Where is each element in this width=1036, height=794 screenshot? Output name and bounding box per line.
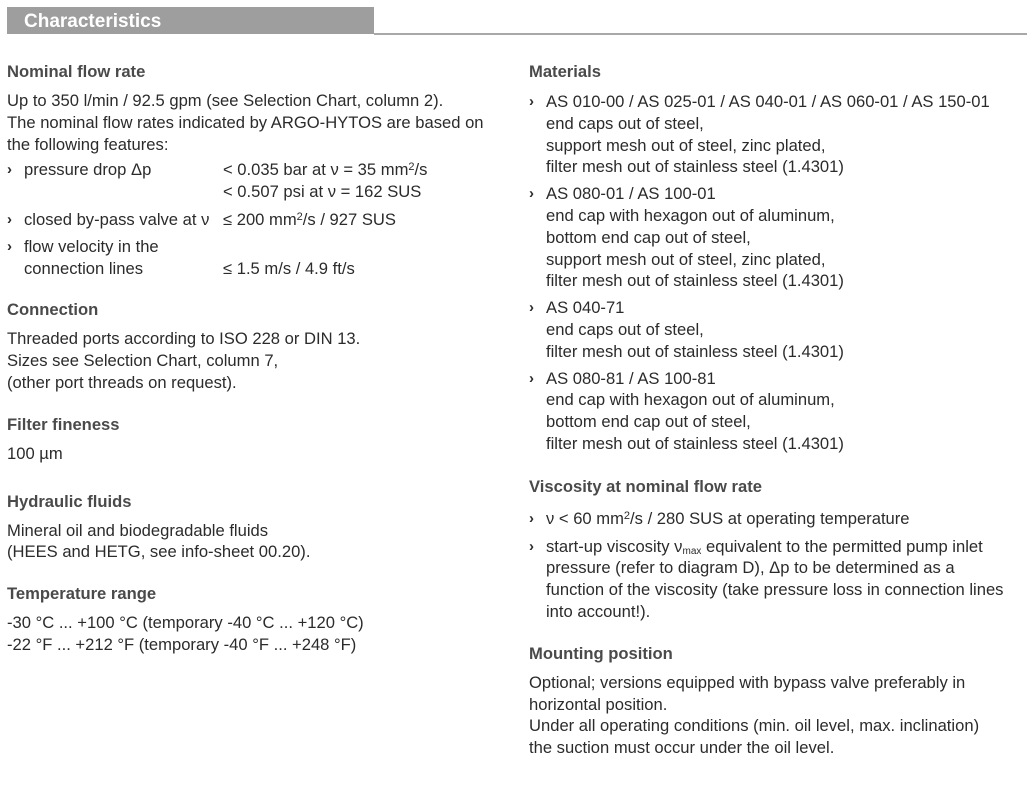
nominal-flow-line: Up to 350 l/min / 92.5 gpm (see Selection Chart, column 2). [7,91,444,110]
connection-heading: Connection [7,300,99,320]
nominal-flow-line: the following features: [7,134,169,154]
bullet-marker: › [529,185,534,203]
right-column [529,61,1029,759]
bullet-marker: › [7,210,12,228]
feature-value: < 0.035 bar at ν = 35 $mm^2/s$ < 0.507 psi at ν = 162 SUS [223,160,428,202]
bullet-marker: › [7,237,12,255]
hydraulic-fluids-section [7,491,507,564]
nominal-flow-line: The nominal flow rates indicated by ARGO-HYTOS are based on [7,112,484,132]
mounting-heading: Mounting position [529,643,673,663]
mounting-section [529,643,1029,759]
mounting-line: Optional; versions equipped with bypass valve preferably in [529,672,966,692]
hydraulic-fluids-heading: Hydraulic fluids [7,491,132,511]
section-title: Characteristics [24,11,162,32]
bullet-marker: › [7,161,12,179]
feature-pressure-drop [7,159,507,203]
materials-section [529,61,1029,455]
mounting-line: Under all operating conditions (min. oil level, max. inclination) [529,716,980,736]
temperature-line: -22 °F ... +212 °F (temporary -40 °F ... +248 °F) [7,634,357,654]
temperature-section [7,583,507,656]
filter-fineness-value: 100 µm [7,443,63,463]
hydraulic-fluids-line: (HEES and HETG, see info-sheet 00.20). [7,542,311,562]
feature-label: flow velocity in the connection lines [24,236,159,278]
material-item: › AS 040-71 end caps out of steel, filter mesh out of stainless steel (1.4301) [529,298,844,361]
bullet-marker: › [529,537,534,555]
connection-section [7,299,507,393]
filter-fineness-heading: Filter fineness [7,414,120,434]
connection-line: Sizes see Selection Chart, column 7, [7,351,279,371]
feature-value: ≤ 1.5 m/s / 4.9 ft/s [223,258,355,278]
mounting-line: horizontal position. [529,694,668,714]
viscosity-item: › start-up viscosity $\nu_{max}$ equivalent to the permitted pump inlet pressure (refer to diagram D), Δp to be determined as a function of the viscosity (take pressure loss in connection lines into account!). [529,536,1004,621]
feature-bypass-valve [7,209,507,231]
temperature-heading: Temperature range [7,584,157,604]
temperature-line: -30 °C ... +100 °C (temporary -40 °C ... +120 °C) [7,613,364,633]
viscosity-section [529,476,1029,623]
material-item: › AS 080-81 / AS 100-81 end cap with hexagon out of aluminum, bottom end cap out of steel, filter mesh out of stainless steel (1.4301) [529,368,844,453]
materials-heading: Materials [529,62,601,81]
nominal-flow-section [7,61,507,279]
connection-line: Threaded ports according to ISO 228 or DIN 13. [7,329,361,349]
left-column [7,61,507,656]
nominal-flow-heading: Nominal flow rate [7,62,146,81]
viscosity-item: › ν < 60 $mm^2/s / 280$ SUS at operating temperature [529,508,910,528]
hydraulic-fluids-line: Mineral oil and biodegradable fluids [7,520,269,540]
material-item: › AS 010-00 / AS 025-01 / AS 040-01 / AS 060-01 / AS 150-01 end caps out of steel, support mesh out of steel, zinc plated, filter mesh out of stainless steel (1.4301) [529,92,990,177]
filter-fineness-section [7,414,507,465]
connection-line: (other port threads on request). [7,372,237,392]
feature-value: ≤ 200 $mm^2/s / 927$ SUS [223,209,396,229]
bullet-marker: › [529,509,534,527]
viscosity-heading: Viscosity at nominal flow rate [529,476,762,496]
bullet-marker: › [529,299,534,317]
feature-flow-velocity [7,236,507,280]
section-rule [374,33,1027,35]
feature-label: closed by-pass valve at ν [24,209,210,229]
mounting-line: the suction must occur under the oil level. [529,738,835,758]
bullet-marker: › [529,93,534,110]
material-item: › AS 080-01 / AS 100-01 end cap with hexagon out of aluminum, bottom end cap out of steel, support mesh out of steel, zinc plated, filter mesh out of stainless steel (1.4301) [529,184,844,291]
bullet-marker: › [529,369,534,387]
feature-label: pressure drop Δp [24,160,152,180]
section-title-bar [7,7,374,34]
